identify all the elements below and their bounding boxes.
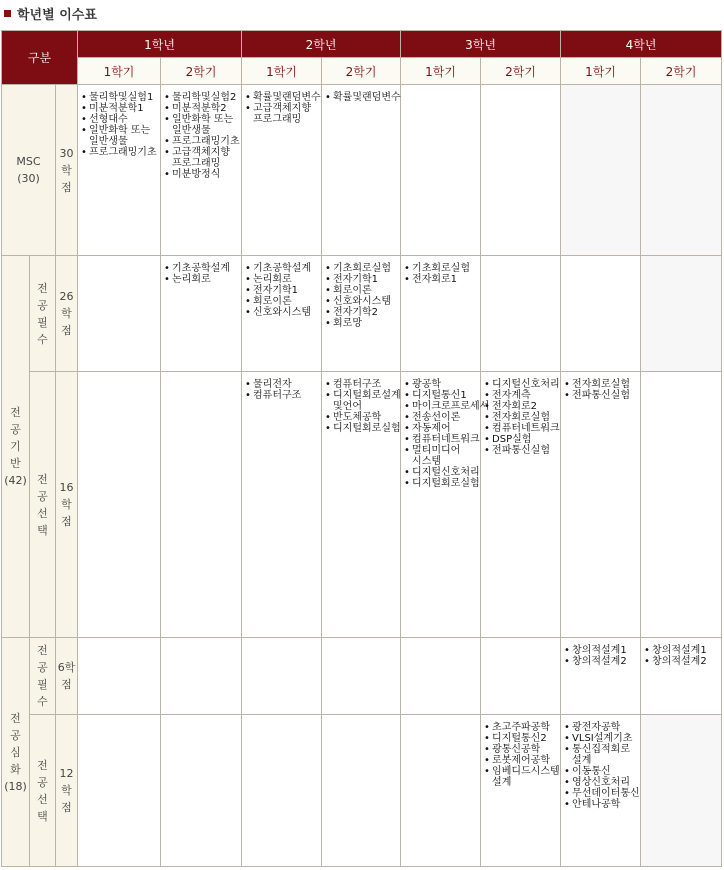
course-item: • 디지털회로실험 [404, 478, 477, 489]
semester-cell [161, 715, 242, 867]
semester-cell [481, 256, 561, 372]
semester-cell [561, 85, 641, 256]
course-list [81, 92, 157, 158]
course-list [484, 379, 560, 456]
course-item: • 전송선이론 [404, 412, 477, 423]
curriculum-row [2, 256, 722, 372]
course-list [404, 263, 477, 285]
semester-cell [401, 256, 481, 372]
semester-cell [161, 256, 242, 372]
semester-cell [78, 638, 161, 715]
course-item: • 신호와시스템 [245, 307, 318, 318]
course-item: • 디지털신호처리 [484, 379, 557, 390]
course-item: • 전파통신실험 [484, 445, 557, 456]
course-item: • 광통신공학 [484, 744, 557, 755]
header-category: 구분 [2, 31, 78, 85]
credits-label: 30 학 점 [56, 85, 78, 256]
semester-cell [481, 638, 561, 715]
course-item: • 임베디드시스템 설계 [484, 766, 557, 788]
course-list [564, 379, 637, 401]
semester-cell [161, 638, 242, 715]
credits-label: 16 학 점 [56, 372, 78, 638]
course-item: • 통신집적회로 설계 [564, 744, 637, 766]
course-item: • 초고주파공학 [484, 722, 557, 733]
group-label-msc: MSC (30) [2, 85, 56, 256]
course-item: • 전자기학2 [325, 307, 397, 318]
course-item: • 프로그래밍기초 [81, 147, 157, 158]
semester-cell [641, 715, 722, 867]
course-item: • 전자회로2 [484, 401, 557, 412]
course-item: • 물리학및실험1 [81, 92, 157, 103]
course-list [164, 92, 238, 180]
course-item: • 전자회로실험 [564, 379, 637, 390]
semester-cell [161, 85, 242, 256]
course-list [245, 379, 318, 401]
semester-cell [322, 372, 401, 638]
semester-cell [78, 256, 161, 372]
credits-label: 26 학 점 [56, 256, 78, 372]
course-item: • 고급객체지향 프로그래밍 [164, 147, 238, 169]
page-title: 학년별 이수표 [17, 7, 97, 23]
course-type-label: 전 공 선 택 [30, 715, 56, 867]
course-list [245, 263, 318, 318]
header-year-4: 4학년 [561, 31, 722, 58]
course-item: • 확률및랜덤변수 [325, 92, 397, 103]
header-semester: 1학기 [561, 58, 641, 85]
semester-cell [78, 715, 161, 867]
semester-cell [561, 715, 641, 867]
semester-cell [401, 715, 481, 867]
semester-cell [561, 638, 641, 715]
course-item: • 기초회로실험 [404, 263, 477, 274]
semester-cell [322, 638, 401, 715]
course-item: • 컴퓨터네트워크 [484, 423, 557, 434]
semester-cell [641, 256, 722, 372]
header-semester: 1학기 [401, 58, 481, 85]
course-type-label: 전 공 필 수 [30, 256, 56, 372]
course-item: • 미분방정식 [164, 169, 238, 180]
course-list [164, 263, 238, 285]
header-semester: 2학기 [161, 58, 242, 85]
title-bullet-icon [4, 10, 11, 17]
course-item: • 기초공학설계 [245, 263, 318, 274]
semester-cell [561, 256, 641, 372]
course-item: • 창의적설계1 [644, 645, 718, 656]
course-item: • 디지털신호처리 [404, 467, 477, 478]
course-item: • 이동통신 [564, 766, 637, 777]
course-item: • 전자회로1 [404, 274, 477, 285]
course-item: • 디지털회로설계 및언어 [325, 390, 397, 412]
semester-cell [242, 715, 322, 867]
semester-cell [322, 85, 401, 256]
course-type-label: 전 공 필 수 [30, 638, 56, 715]
header-semester: 1학기 [78, 58, 161, 85]
semester-cell [401, 85, 481, 256]
course-item: • 디지털회로실험 [325, 423, 397, 434]
course-item: • 창의적설계1 [564, 645, 637, 656]
course-item: • 광전자공학 [564, 722, 637, 733]
course-item: • 기초공학설계 [164, 263, 238, 274]
course-item: • 창의적설계2 [564, 656, 637, 667]
semester-cell [481, 372, 561, 638]
course-item: • 물리학및실험2 [164, 92, 238, 103]
course-item: • 마이크로프로세서 [404, 401, 477, 412]
course-item: • 신호와시스템 [325, 296, 397, 307]
curriculum-row [2, 372, 722, 638]
course-item: • 고급객체지향 프로그래밍 [245, 103, 318, 125]
semester-cell [242, 372, 322, 638]
semester-cell [561, 372, 641, 638]
semester-cell [641, 372, 722, 638]
course-type-label: 전 공 선 택 [30, 372, 56, 638]
course-item: • 확률및랜덤변수 [245, 92, 318, 103]
header-year-3: 3학년 [401, 31, 561, 58]
course-item: • 논리회로 [245, 274, 318, 285]
course-item: • 컴퓨터구조 [245, 390, 318, 401]
header-semester: 2학기 [322, 58, 401, 85]
course-item: • 회로망 [325, 318, 397, 329]
course-item: • 컴퓨터네트워크 [404, 434, 477, 445]
course-item: • 회로이론 [245, 296, 318, 307]
curriculum-row [2, 85, 722, 256]
curriculum-row [2, 638, 722, 715]
semester-cell [242, 256, 322, 372]
course-item: • 디지털통신1 [404, 390, 477, 401]
course-item: • 전자기학1 [245, 285, 318, 296]
semester-cell [78, 85, 161, 256]
course-item: • 자동제어 [404, 423, 477, 434]
course-list [245, 92, 321, 125]
semester-cell [481, 85, 561, 256]
course-item: • 디지털통신2 [484, 733, 557, 744]
course-item: • VLSI설계기초 [564, 733, 637, 744]
course-item: • 무선데이터통신 [564, 788, 637, 799]
header-semester: 2학기 [641, 58, 722, 85]
curriculum-table [1, 30, 722, 867]
course-list [644, 645, 718, 667]
semester-cell [401, 372, 490, 638]
course-item: • 물리전자 [245, 379, 318, 390]
semester-cell [322, 715, 401, 867]
course-item: • DSP실험 [484, 434, 557, 445]
semester-cell [322, 256, 401, 372]
course-item: • 기초회로실험 [325, 263, 397, 274]
course-item: • 멀티미디어 시스템 [404, 445, 477, 467]
header-year-1: 1학년 [78, 31, 242, 58]
course-item: • 컴퓨터구조 [325, 379, 397, 390]
course-item: • 로봇제어공학 [484, 755, 557, 766]
semester-cell [641, 638, 722, 715]
course-list [564, 722, 640, 810]
semester-cell [641, 85, 722, 256]
course-item: • 전파통신실험 [564, 390, 637, 401]
header-semester: 2학기 [481, 58, 561, 85]
course-list [325, 263, 397, 329]
course-item: • 일반화학 또는 일반생물 [164, 114, 238, 136]
semester-cell [78, 372, 161, 638]
course-list [325, 92, 401, 103]
course-list [404, 379, 490, 489]
group-label-core: 전 공 기 반 (42) [2, 256, 30, 638]
course-item: • 미분적분학2 [164, 103, 238, 114]
semester-cell [481, 715, 561, 867]
credits-label: 6학 점 [56, 638, 78, 715]
course-item: • 전자기학1 [325, 274, 397, 285]
semester-cell [401, 638, 481, 715]
course-item: • 일반화학 또는 일반생물 [81, 125, 157, 147]
semester-cell [242, 638, 322, 715]
credits-label: 12 학 점 [56, 715, 78, 867]
course-item: • 안테나공학 [564, 799, 637, 810]
course-list [325, 379, 401, 434]
course-item: • 전자계측 [484, 390, 557, 401]
course-item: • 창의적설계2 [644, 656, 718, 667]
curriculum-row [2, 715, 722, 867]
course-item: • 영상신호처리 [564, 777, 637, 788]
course-list [484, 722, 560, 788]
course-item: • 반도체공학 [325, 412, 397, 423]
course-item: • 논리회로 [164, 274, 238, 285]
course-item: • 광공학 [404, 379, 477, 390]
course-item: • 미분적분학1 [81, 103, 157, 114]
semester-cell [161, 372, 242, 638]
group-label-advanced: 전 공 심 화 (18) [2, 638, 30, 867]
course-item: • 선형대수 [81, 114, 157, 125]
course-item: • 전자회로실험 [484, 412, 557, 423]
header-year-2: 2학년 [242, 31, 401, 58]
page-title-bar [0, 0, 724, 26]
course-item: • 회로이론 [325, 285, 397, 296]
course-list [564, 645, 637, 667]
course-item: • 프로그래밍기초 [164, 136, 238, 147]
semester-cell [242, 85, 322, 256]
header-semester: 1학기 [242, 58, 322, 85]
